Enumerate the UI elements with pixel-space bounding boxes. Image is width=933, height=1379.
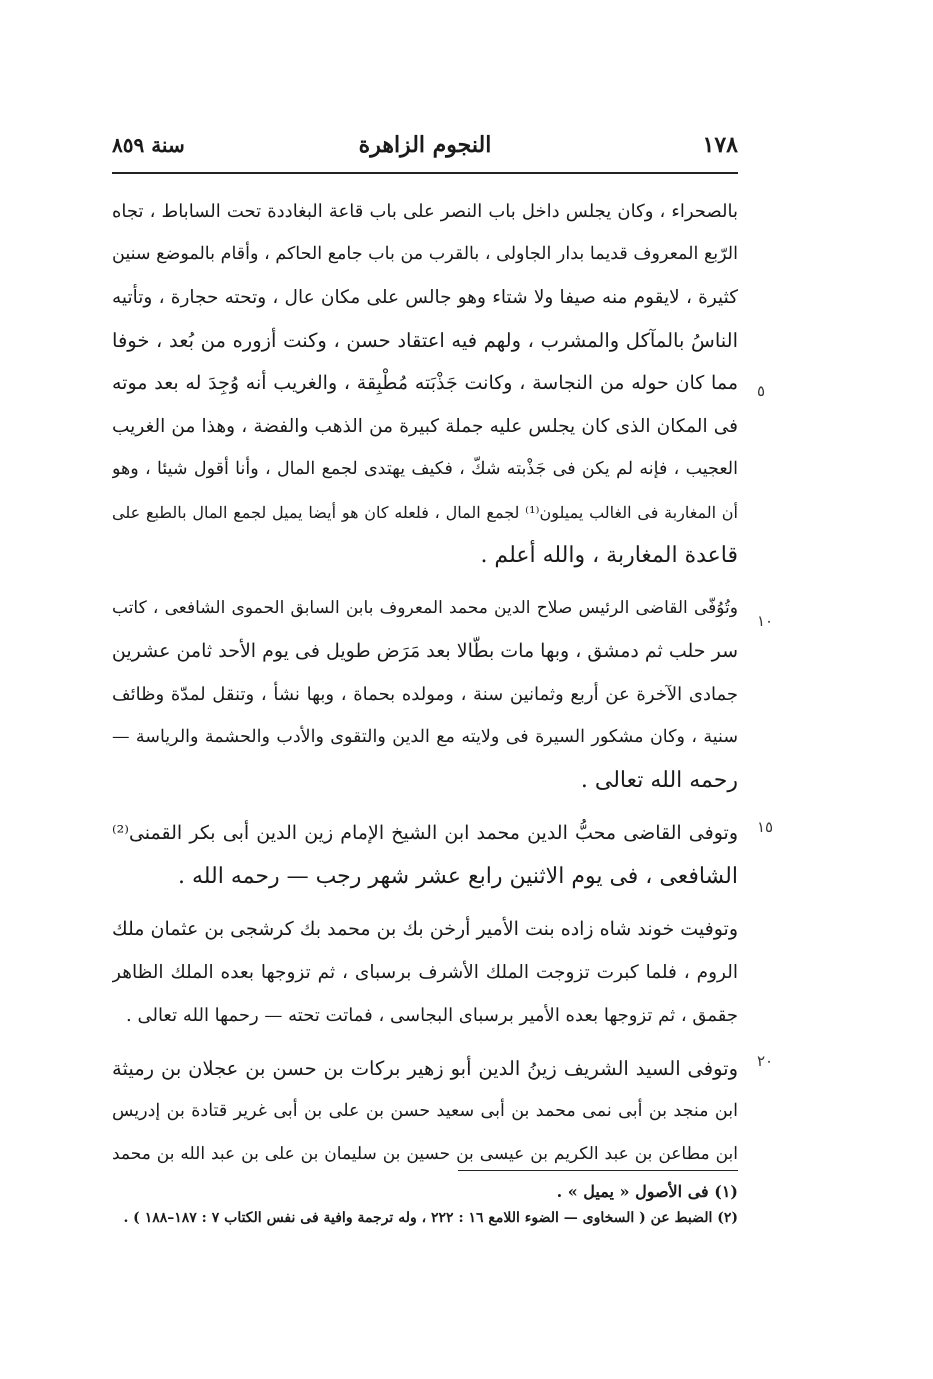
footnote: (١) فى الأصول « يميل » .: [556, 1182, 738, 1201]
text-line: سر حلب ثم دمشق ، وبها مات بطّالا بعد مَرَض طويل فى يوم الأحد ثامن عشرين: [112, 640, 738, 662]
text-line: جمادى الآخرة عن أربع وثمانين سنة ، ومولده بحماة ، وبها نشأ ، وتنقل لمدّة وظائف: [112, 684, 738, 705]
text-line: ابن مطاعن بن عبد الكريم بن عيسى بن حسين بن سليمان بن على بن عبد الله بن محمد: [112, 1144, 738, 1164]
text-line: الناسُ بالمآكل والمشرب ، ولهم فيه اعتقاد حسن ، وكنت أزوره من بُعد ، خوفا: [112, 329, 738, 352]
text-line: وتُوُفّى القاضى الرئيس صلاح الدين محمد المعروف بابن السابق الحموى الشافعى ، كاتب: [112, 598, 738, 618]
text-line: وتوفيت خوند شاه زاده بنت الأمير أرخن بك بن محمد بك كرشجى بن عثمان ملك: [112, 918, 738, 940]
header-year: سنة ٨٥٩: [112, 133, 185, 157]
text-line: وتوفى القاضى محبُّ الدين محمد ابن الشيخ الإمام زين الدين أبى بكر القمنى⁽²⁾: [112, 822, 738, 844]
text-line: الروم ، فلما كبرت تزوجت الملك الأشرف برسباى ، ثم تزوجها بعده الملك الظاهر: [112, 962, 738, 983]
text-line: وتوفى السيد الشريف زينُ الدين أبو زهير بركات بن حسن بن عجلان بن رميثة: [112, 1057, 738, 1080]
text-line: بالصحراء ، وكان يجلس داخل باب النصر على باب قاعة البغاددة تحت الساباط ، تجاه: [112, 201, 738, 222]
page-number: ١٧٨: [702, 132, 738, 158]
margin-line-number: ١٠: [757, 612, 774, 630]
margin-line-number: ٥: [757, 382, 766, 400]
text-line: قاعدة المغاربة ، والله أعلم .: [480, 543, 738, 568]
margin-line-number: ٢٠: [757, 1052, 774, 1070]
text-line: جقمق ، ثم تزوجها بعده الأمير برسباى البجاسى ، فماتت تحته — رحمها الله تعالى .: [126, 1005, 738, 1026]
footnote-rule: [458, 1170, 738, 1171]
main-text: [112, 190, 738, 1176]
text-line: ابن منجد بن أبى نمى محمد بن أبى سعيد حسن بن على بن أبى غرير قتادة بن إدريس: [112, 1101, 738, 1121]
margin-line-number: ١٥: [757, 818, 774, 836]
running-title: النجوم الزاهرة: [358, 132, 492, 158]
text-line: العجيب ، فإنه لم يكن فى جَذْبته شكّ ، فكيف يهتدى لجمع المال ، وأنا أقول شيئا ، وهو: [112, 459, 738, 479]
text-line: سنية ، وكان مشكور السيرة فى ولايته مع الدين والتقوى والأدب والحشمة والرياسة —: [112, 727, 738, 747]
text-line: الشافعى ، فى يوم الاثنين رابع عشر شهر رجب — رحمه الله .: [177, 864, 738, 889]
text-line: رحمه الله تعالى .: [580, 768, 738, 793]
footnote: (٢) الضبط عن ( السخاوى — الضوء اللامع ١٦ : ٢٢٢ ، وله ترجمة وافية فى نفس الكتاب ٧ : ١٨٧–١٨٨ ) .: [123, 1210, 738, 1226]
text-line: الرّبع المعروف قديما بدار الجاولى ، بالقرب من باب جامع الحاكم ، وأقام بالموضع سنين: [112, 244, 738, 264]
footnotes: [112, 1178, 738, 1232]
header-rule: [112, 172, 738, 174]
text-line: فى المكان الذى كان يجلس عليه جملة كبيرة من الذهب والفضة ، وهذا من الغريب: [112, 416, 738, 437]
text-line: مما كان حوله من النجاسة ، وكانت جَذْبَته مُطْبِقة ، والغريب أنه وُجِدَ له بعد موته: [112, 372, 738, 394]
running-header: [112, 128, 738, 162]
text-line: أن المغاربة فى الغالب يميلون⁽¹⁾ لجمع المال ، فلعله كان هو أيضا يميل لجمع المال بالطبع على: [112, 503, 738, 522]
text-line: كثيرة ، لايقوم منه صيفا ولا شتاء وهو جالس على مكان عال ، وتحته حجارة ، وتأتيه: [112, 287, 738, 308]
